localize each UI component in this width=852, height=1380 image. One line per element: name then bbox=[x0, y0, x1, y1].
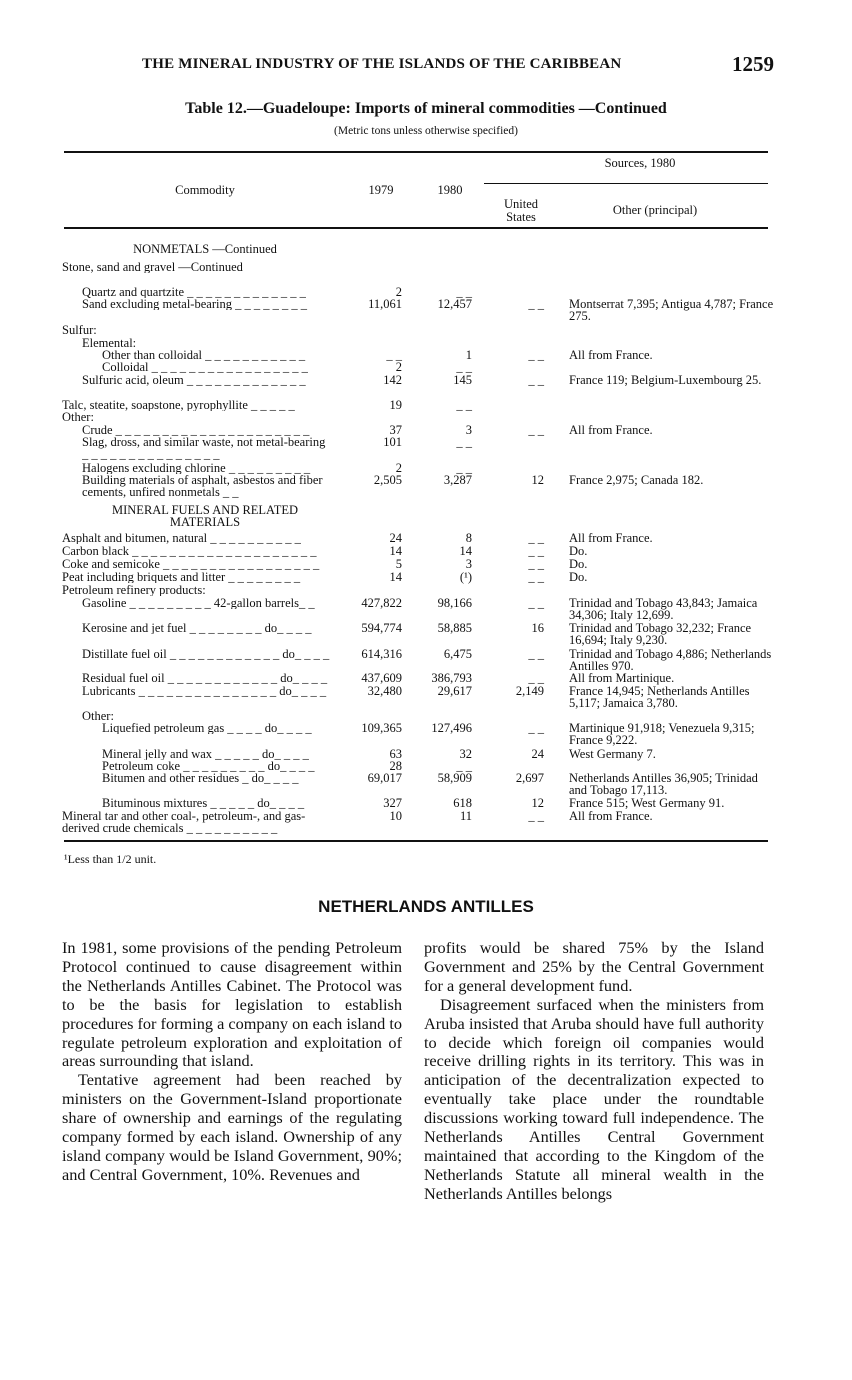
value-1980: 29,617 bbox=[437, 684, 472, 698]
commodity-cell: Colloidal _ _ _ _ _ _ _ _ _ _ _ _ _ _ _ _ _ bbox=[102, 361, 308, 373]
commodity-cell: Stone, sand and gravel —Continued bbox=[62, 261, 243, 273]
commodity-cell: Petroleum coke _ _ _ _ _ _ _ _ _ do_ _ _ _ bbox=[102, 760, 315, 772]
value-other-principal: Trinidad and Tobago 32,232; France 16,694; Italy 9,230. bbox=[569, 621, 752, 647]
commodity-cell: Coke and semicoke _ _ _ _ _ _ _ _ _ _ _ _ _ _ _ _ _ bbox=[62, 558, 320, 570]
value-united-states: _ _ bbox=[528, 297, 544, 311]
value-united-states: _ _ bbox=[528, 721, 544, 735]
page-number: 1259 bbox=[732, 52, 774, 76]
value-1980: 14 bbox=[459, 544, 472, 558]
value-1980: 127,496 bbox=[431, 721, 472, 735]
value-1980: (¹) bbox=[459, 570, 472, 584]
value-other-principal: Netherlands Antilles 36,905; Trinidad and Tobago 17,113. bbox=[569, 771, 758, 797]
value-1980: _ _ bbox=[456, 759, 472, 773]
table-subtitle: (Metric tons unless otherwise specified) bbox=[334, 125, 518, 137]
commodity-cell: Petroleum refinery products: bbox=[62, 584, 206, 596]
value-1980: 1 bbox=[465, 348, 472, 362]
section-label: NONMETALS —Continued bbox=[133, 242, 277, 256]
value-united-states: 12 bbox=[531, 796, 544, 810]
value-united-states: _ _ bbox=[528, 423, 544, 437]
commodity-cell: Elemental: bbox=[82, 337, 137, 349]
value-1979: 11,061 bbox=[368, 297, 402, 311]
value-united-states: _ _ bbox=[528, 809, 544, 823]
value-united-states: 16 bbox=[531, 621, 544, 635]
commodity-cell: Residual fuel oil _ _ _ _ _ _ _ _ _ _ _ _ do_ _ _ _ bbox=[82, 672, 328, 684]
value-other-principal: Do. bbox=[569, 570, 588, 584]
value-1979: 2,505 bbox=[373, 473, 402, 487]
commodity-cell: Bituminous mixtures _ _ _ _ _ do_ _ _ _ bbox=[102, 797, 305, 809]
value-1980: 58,909 bbox=[437, 771, 472, 785]
value-other-principal: West Germany 7. bbox=[569, 747, 656, 761]
value-1980: _ _ bbox=[456, 435, 472, 449]
value-1979: 2 bbox=[395, 285, 402, 299]
header-1979: 1979 bbox=[368, 183, 394, 197]
value-united-states: _ _ bbox=[528, 557, 544, 571]
commodity-cell: Sand excluding metal-bearing _ _ _ _ _ _ _ _ bbox=[82, 298, 307, 310]
commodity-cell: Asphalt and bitumen, natural _ _ _ _ _ _ _ _ _ _ bbox=[62, 532, 301, 544]
value-other-principal: All from France. bbox=[569, 531, 653, 545]
value-1979: 437,609 bbox=[361, 671, 402, 685]
value-1980: 11 bbox=[459, 809, 472, 823]
value-1980: 3 bbox=[465, 557, 472, 571]
value-1980: 618 bbox=[453, 796, 472, 810]
commodity-cell: Talc, steatite, soapstone, pyrophyllite _ _ _ _ _ bbox=[62, 399, 295, 411]
value-other-principal: Do. bbox=[569, 544, 588, 558]
value-1980: 98,166 bbox=[437, 596, 472, 610]
value-1980: _ _ bbox=[456, 285, 472, 299]
value-1980: 6,475 bbox=[443, 647, 472, 661]
header-united-states: United States bbox=[503, 197, 539, 224]
value-1979: 5 bbox=[395, 557, 402, 571]
value-other-principal: Do. bbox=[569, 557, 588, 571]
value-1979: 28 bbox=[389, 759, 402, 773]
commodity-cell: Other than colloidal _ _ _ _ _ _ _ _ _ _ _ bbox=[102, 349, 306, 361]
commodity-cell: Distillate fuel oil _ _ _ _ _ _ _ _ _ _ _ _ do_ _ _ _ bbox=[82, 648, 330, 660]
commodity-cell: Halogens excluding chlorine _ _ _ _ _ _ _ _ _ bbox=[82, 462, 311, 474]
header-sources: Sources, 1980 bbox=[604, 156, 676, 170]
value-other-principal: All from France. bbox=[569, 809, 653, 823]
value-other-principal: France 119; Belgium-Luxembourg 25. bbox=[569, 373, 762, 387]
commodity-cell: Sulfuric acid, oleum _ _ _ _ _ _ _ _ _ _ _ _ _ bbox=[82, 374, 306, 386]
commodity-cell: Lubricants _ _ _ _ _ _ _ _ _ _ _ _ _ _ _ do_ _ _ _ bbox=[82, 685, 327, 697]
value-1979: 63 bbox=[389, 747, 402, 761]
commodity-cell: Mineral tar and other coal-, petroleum-, and gas-derived crude chemicals _ _ _ _ _ _ _ _ _ _ bbox=[62, 810, 306, 834]
header-1980: 1980 bbox=[437, 183, 463, 197]
commodity-cell: Mineral jelly and wax _ _ _ _ _ do_ _ _ _ bbox=[102, 748, 309, 760]
text-column-left bbox=[62, 939, 402, 1185]
value-1980: _ _ bbox=[456, 461, 472, 475]
value-1980: 145 bbox=[453, 373, 472, 387]
commodity-cell: Crude _ _ _ _ _ _ _ _ _ _ _ _ _ _ _ _ _ _ _ _ _ bbox=[82, 424, 310, 436]
value-other-principal: France 2,975; Canada 182. bbox=[569, 473, 704, 487]
commodity-cell: Bitumen and other residues _ do_ _ _ _ bbox=[102, 772, 299, 784]
value-1980: _ _ bbox=[456, 360, 472, 374]
value-1979: 10 bbox=[389, 809, 402, 823]
commodity-cell: Carbon black _ _ _ _ _ _ _ _ _ _ _ _ _ _ _ _ _ _ _ _ bbox=[62, 545, 317, 557]
value-1979: 594,774 bbox=[361, 621, 402, 635]
value-united-states: _ _ bbox=[528, 531, 544, 545]
value-1980: 32 bbox=[459, 747, 472, 761]
value-1979: 19 bbox=[389, 398, 402, 412]
value-1979: 2 bbox=[395, 360, 402, 374]
section-label: MINERAL FUELS AND RELATED MATERIALS bbox=[112, 503, 298, 529]
commodity-cell: Other: bbox=[62, 411, 94, 423]
value-1980: 386,793 bbox=[431, 671, 472, 685]
header-other-principal: Other (principal) bbox=[612, 203, 698, 217]
table-footnote: ¹Less than 1/2 unit. bbox=[64, 852, 157, 866]
value-1979: 109,365 bbox=[361, 721, 402, 735]
value-other-principal: All from France. bbox=[569, 423, 653, 437]
commodity-cell: Building materials of asphalt, asbestos and fiber cements, unfired nonmetals _ _ bbox=[82, 474, 323, 498]
value-united-states: _ _ bbox=[528, 544, 544, 558]
commodity-cell: Gasoline _ _ _ _ _ _ _ _ _ 42-gallon barrels_ _ bbox=[82, 597, 315, 609]
value-1979: 427,822 bbox=[361, 596, 402, 610]
value-united-states: 24 bbox=[531, 747, 544, 761]
value-1979: 14 bbox=[389, 570, 402, 584]
value-other-principal: All from Martinique. bbox=[569, 671, 675, 685]
value-1979: 32,480 bbox=[367, 684, 402, 698]
value-1979: _ _ bbox=[386, 348, 402, 362]
value-other-principal: Trinidad and Tobago 43,843; Jamaica 34,306; Italy 12,699. bbox=[569, 596, 758, 622]
value-1980: 3,287 bbox=[443, 473, 472, 487]
value-united-states: _ _ bbox=[528, 373, 544, 387]
value-1980: _ _ bbox=[456, 398, 472, 412]
value-united-states: _ _ bbox=[528, 671, 544, 685]
commodity-cell: Other: bbox=[82, 710, 114, 722]
value-1980: 3 bbox=[465, 423, 472, 437]
commodity-cell: Liquefied petroleum gas _ _ _ _ do_ _ _ _ bbox=[102, 722, 312, 734]
value-other-principal: Montserrat 7,395; Antigua 4,787; France 275. bbox=[569, 297, 774, 323]
value-united-states: _ _ bbox=[528, 647, 544, 661]
section-heading: NETHERLANDS ANTILLES bbox=[318, 897, 534, 916]
paragraph: Tentative agreement had been reached by ministers on the Government-Island proportionate share of ownership and earnings of the regulating company formed by each island. Ownership of any island company would be Island Government, 90%; and Central Government, 10%. Revenues and bbox=[62, 1070, 402, 1184]
paragraph: In 1981, some provisions of the pending Petroleum Protocol continued to cause disagreement within the Netherlands Antilles Cabinet. The Protocol was to be the basis for legislation to establish procedures for forming a company on each island to regulate petroleum exploration and exploitation of areas surrounding that island. bbox=[62, 938, 402, 1071]
value-1979: 101 bbox=[383, 435, 402, 449]
value-other-principal: France 515; West Germany 91. bbox=[569, 796, 725, 810]
value-1980: 58,885 bbox=[437, 621, 472, 635]
running-head-title: THE MINERAL INDUSTRY OF THE ISLANDS OF THE CARIBBEAN bbox=[142, 56, 622, 72]
text-column-right bbox=[424, 939, 764, 1204]
value-other-principal: France 14,945; Netherlands Antilles 5,117; Jamaica 3,780. bbox=[569, 684, 750, 710]
value-united-states: 2,149 bbox=[515, 684, 544, 698]
commodity-cell: Peat including briquets and litter _ _ _ _ _ _ _ _ bbox=[62, 571, 301, 583]
commodity-cell: Slag, dross, and similar waste, not metal-bearing _ _ _ _ _ _ _ _ _ _ _ _ _ _ _ bbox=[82, 436, 326, 460]
value-1979: 69,017 bbox=[367, 771, 402, 785]
paragraph: Disagreement surfaced when the ministers from Aruba insisted that Aruba should have full authority to decide which foreign oil companies would receive drilling rights in its territory. This was in anticipation of the decentralization expected to eventually take place under the roundtable discussions working toward full independence. The Netherlands Antilles Central Government maintained that according to the Kingdom of the Netherlands Statute all mineral wealth in the Netherlands Antilles belongs bbox=[424, 994, 764, 1203]
value-united-states: _ _ bbox=[528, 570, 544, 584]
value-1979: 24 bbox=[389, 531, 402, 545]
value-1979: 37 bbox=[389, 423, 402, 437]
value-united-states: 12 bbox=[531, 473, 544, 487]
value-other-principal: Martinique 91,918; Venezuela 9,315; France 9,222. bbox=[569, 721, 755, 747]
value-united-states: _ _ bbox=[528, 348, 544, 362]
table-title: Table 12.—Guadeloupe: Imports of mineral commodities —Continued bbox=[185, 100, 667, 117]
commodity-cell: Sulfur: bbox=[62, 324, 97, 336]
value-other-principal: Trinidad and Tobago 4,886; Netherlands Antilles 970. bbox=[569, 647, 772, 673]
header-commodity: Commodity bbox=[175, 183, 235, 197]
value-1980: 8 bbox=[465, 531, 472, 545]
paragraph: profits would be shared 75% by the Island Government and 25% by the Central Government for a general development fund. bbox=[424, 938, 764, 995]
value-united-states: 2,697 bbox=[515, 771, 544, 785]
value-1979: 2 bbox=[395, 461, 402, 475]
value-other-principal: All from France. bbox=[569, 348, 653, 362]
value-1980: 12,457 bbox=[437, 297, 472, 311]
value-1979: 327 bbox=[383, 796, 402, 810]
value-united-states: _ _ bbox=[528, 596, 544, 610]
commodity-cell: Quartz and quartzite _ _ _ _ _ _ _ _ _ _ _ _ _ bbox=[82, 286, 306, 298]
value-1979: 142 bbox=[383, 373, 402, 387]
value-1979: 14 bbox=[389, 544, 402, 558]
value-1979: 614,316 bbox=[361, 647, 402, 661]
commodity-cell: Kerosine and jet fuel _ _ _ _ _ _ _ _ do_ _ _ _ bbox=[82, 622, 312, 634]
